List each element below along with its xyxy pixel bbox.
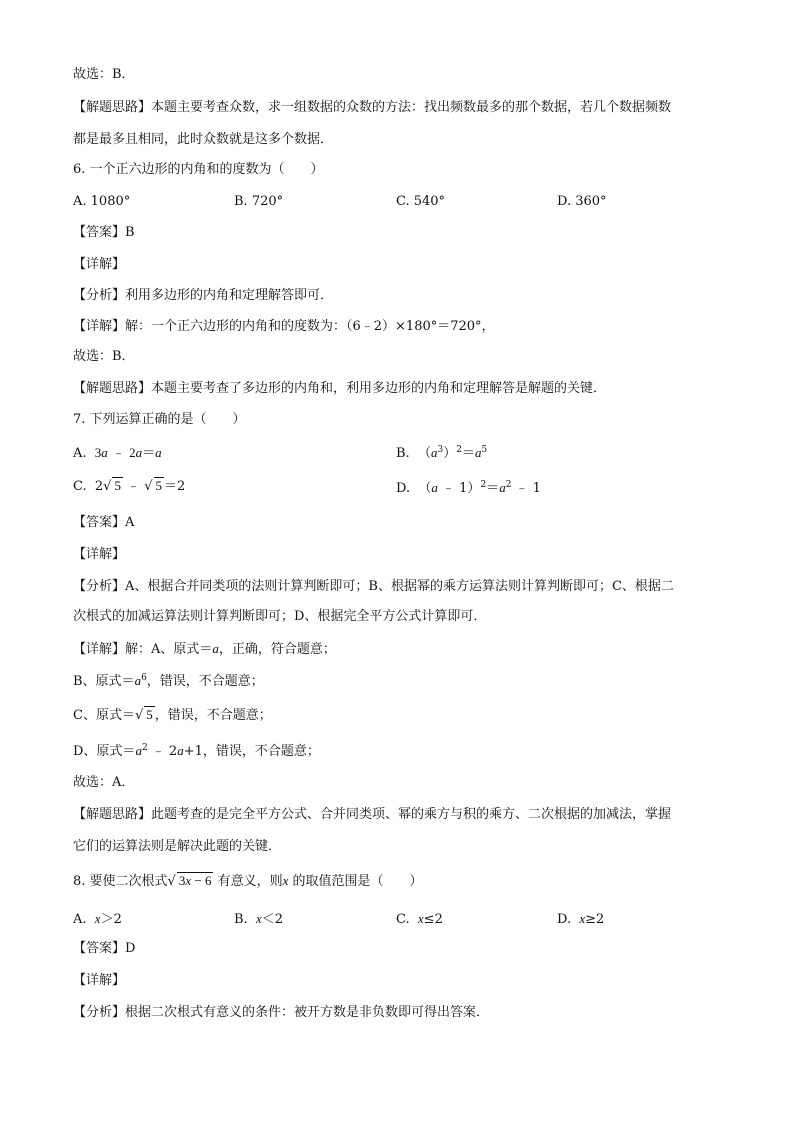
q6-analysis: 【分析】利用多边形的内角和定理解答即可．: [73, 288, 334, 303]
q7-solution-a: 【详解】解：A、原式＝a，正确，符合题意；: [73, 641, 336, 657]
q7-detail-label: 【详解】: [73, 547, 126, 562]
q7-answer: 【答案】A: [73, 515, 135, 530]
q7-idea-2: 它们的运算法则是解决此题的关键．: [73, 839, 282, 854]
q7-idea-1: 【解题思路】此题考查的是完全平方公式、合并同类项、幂的乘方与积的乘方、二次根据的加减法，掌握: [73, 807, 672, 822]
q6-option-d: D. 360°: [557, 194, 607, 209]
q7-analysis-2: 次根式的加减运算法则计算判断即可；D、根据完全平方公式计算即可．: [73, 609, 487, 624]
q7-solution-d: D、原式$=a^2$ ﹣ 2a+1，错误，不合题意；: [73, 743, 320, 759]
q6-solution: 【详解】解：一个正六边形的内角和的度数为：（6﹣2）×180°＝720°，: [73, 319, 495, 334]
q6-option-a: A. 1080°: [73, 194, 131, 209]
question-6: 6. 一个正六边形的内角和的度数为（ ）: [73, 162, 324, 177]
question-7: 7. 下列运算正确的是（ ）: [73, 412, 246, 427]
q6-choose: 故选：B．: [73, 349, 135, 364]
q8-option-c: C. x≤2: [396, 911, 443, 927]
q6-option-c: C. 540°: [396, 194, 446, 209]
q8-detail-label: 【详解】: [73, 973, 126, 988]
q7-option-c: C. 2√ 5 ﹣ √ 5 ＝2: [73, 478, 186, 494]
q7-solution-b: B、原式$=a^6$，错误，不合题意；: [73, 673, 264, 689]
q7-option-b: B. $(a^3)^2=a^5$: [396, 445, 488, 461]
q7-option-a: A. 3a ﹣ 2a＝a: [73, 445, 162, 461]
text-line: 都是最多且相同，此时众数就是这多个数据．: [73, 132, 334, 147]
q8-option-d: D. x≥2: [557, 911, 605, 927]
q8-option-a: A. x＞2: [73, 911, 122, 927]
q7-analysis-1: 【分析】A、根据合并同类项的法则计算判断即可；B、根据幂的乘方运算法则计算判断即可；C、根据二: [73, 579, 674, 594]
text-line: 【解题思路】本题主要考查众数，求一组数据的众数的方法：找出频数最多的那个数据，若几个数据频数: [73, 100, 672, 115]
q8-analysis: 【分析】根据二次根式有意义的条件：被开方数是非负数即可得出答案．: [73, 1005, 490, 1020]
q6-idea: 【解题思路】本题主要考查了多边形的内角和，利用多边形的内角和定理解答是解题的关键．: [73, 381, 607, 396]
question-8: 8. 要使二次根式√ 3x − 6 有意义，则x 的取值范围是（ ）: [73, 873, 423, 889]
q6-detail-label: 【详解】: [73, 257, 126, 272]
q7-option-d: D. （a ﹣ $1)^2=a^2$ ﹣ 1: [396, 480, 541, 496]
q7-choose: 故选：A．: [73, 775, 135, 790]
q6-option-b: B. 720°: [234, 194, 284, 209]
q7-solution-c: C、原式＝√ 5 ，错误，不合题意；: [73, 707, 272, 723]
q8-answer: 【答案】D: [73, 941, 136, 956]
q8-option-b: B. x＜2: [234, 911, 284, 927]
text-line: 故选：B．: [73, 67, 135, 82]
q6-answer: 【答案】B: [73, 225, 135, 240]
